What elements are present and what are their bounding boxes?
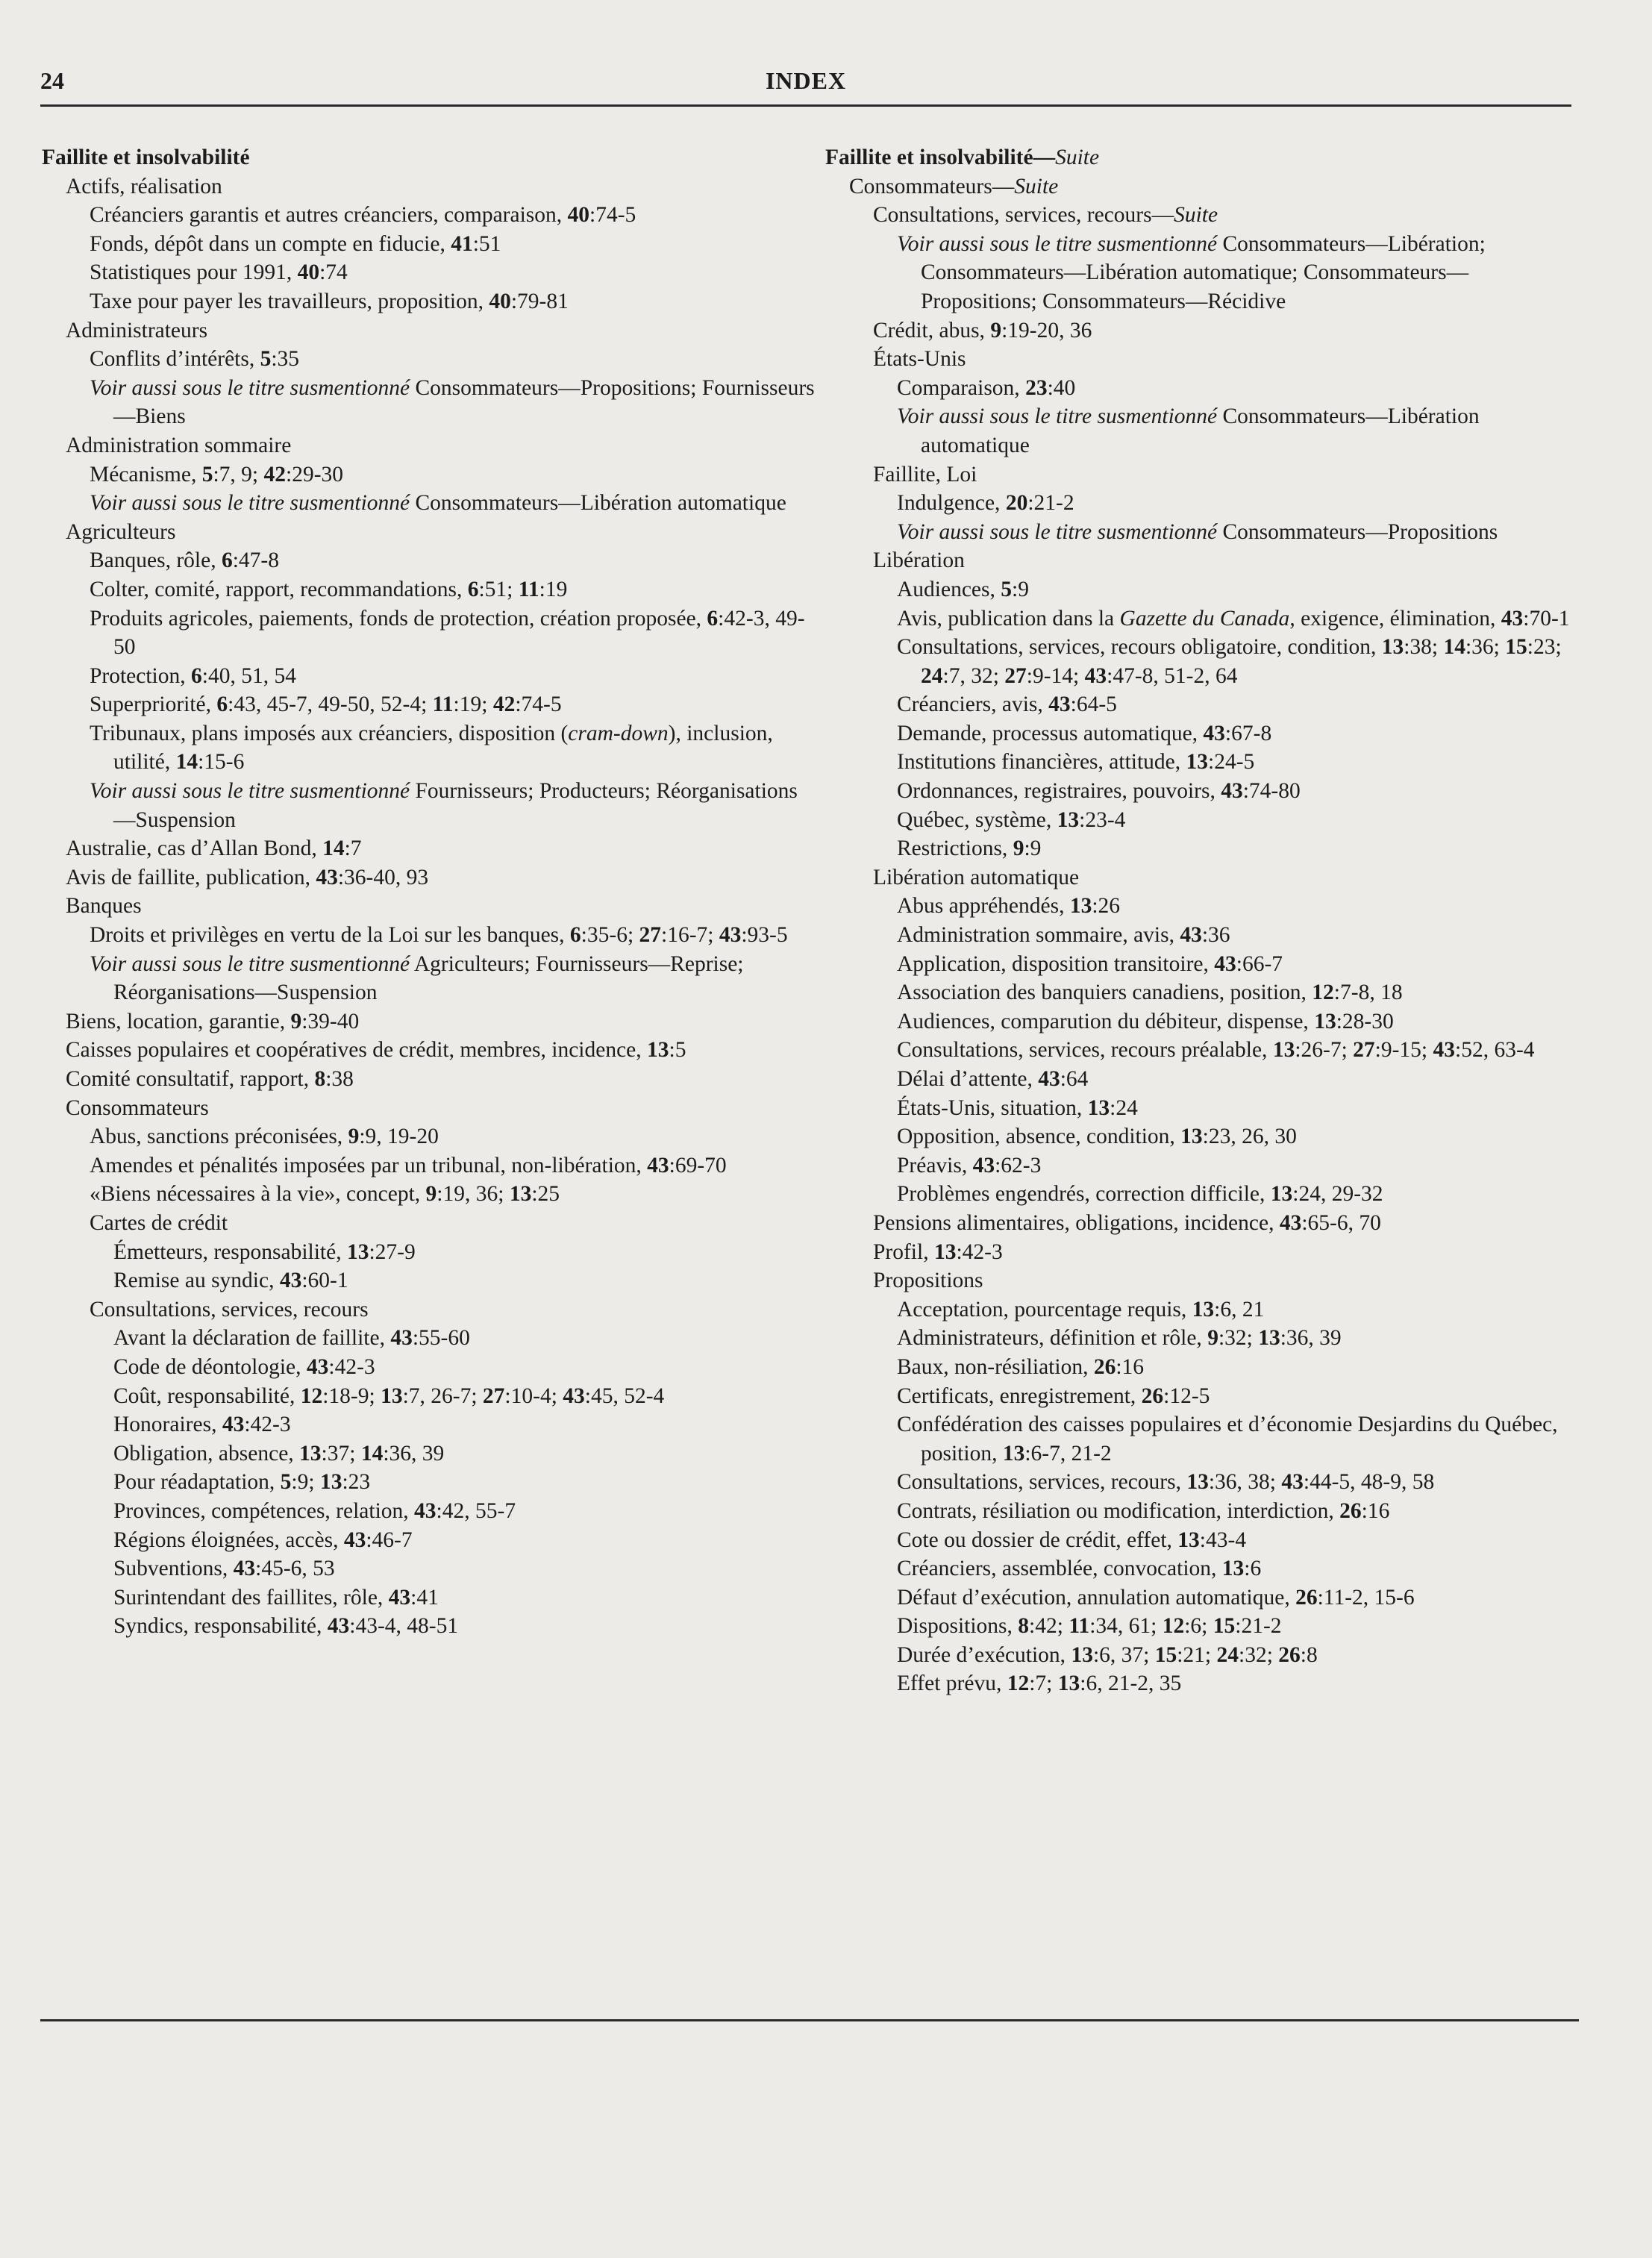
index-entry: Avis, publication dans la Gazette du Canada, exigence, élimination, 43:70-1 bbox=[897, 606, 1570, 631]
index-entry: Audiences, comparution du débiteur, dispense, 13:28-30 bbox=[897, 1009, 1394, 1033]
index-entry: Banques bbox=[66, 894, 142, 919]
index-entry: Mécanisme, 5:7, 9; 42:29-30 bbox=[90, 462, 344, 487]
index-entry: Ordonnances, registraires, pouvoirs, 43:74-80 bbox=[897, 779, 1301, 804]
index-entry: Durée d’exécution, 13:6, 37; 15:21; 24:32; 26:8 bbox=[897, 1642, 1318, 1667]
index-entry: Émetteurs, responsabilité, 13:27-9 bbox=[113, 1239, 416, 1264]
index-entry: Avant la déclaration de faillite, 43:55-60 bbox=[113, 1326, 470, 1351]
index-entry: Voir aussi sous le titre susmentionné Consommateurs—Libération automatique bbox=[897, 404, 1480, 457]
index-column-right bbox=[825, 143, 1579, 1698]
index-entry: Administrateurs, définition et rôle, 9:32; 13:36, 39 bbox=[897, 1326, 1342, 1351]
index-entry: Consommateurs bbox=[66, 1095, 209, 1120]
index-entry: Consommateurs—Suite bbox=[849, 174, 1059, 198]
index-entry: Taxe pour payer les travailleurs, proposition, 40:79-81 bbox=[90, 289, 569, 313]
running-head-title: INDEX bbox=[765, 67, 847, 94]
index-entry: Droits et privilèges en vertu de la Loi sur les banques, 6:35-6; 27:16-7; 43:93-5 bbox=[90, 923, 788, 948]
index-entry: Voir aussi sous le titre susmentionné Agriculteurs; Fournisseurs—Reprise; Réorganisations—Suspension bbox=[90, 951, 744, 1005]
index-entry: Banques, rôle, 6:47-8 bbox=[90, 548, 279, 573]
index-entry: Statistiques pour 1991, 40:74 bbox=[90, 260, 348, 285]
page-number: 24 bbox=[40, 67, 64, 94]
index-entry: Honoraires, 43:42-3 bbox=[113, 1413, 291, 1437]
index-entry: Consultations, services, recours—Suite bbox=[873, 203, 1218, 228]
index-entry: Tribunaux, plans imposés aux créanciers, disposition (cram-down), inclusion, utilité, 14:15-6 bbox=[90, 721, 773, 775]
index-entry: Biens, location, garantie, 9:39-40 bbox=[66, 1009, 360, 1033]
index-entry: Colter, comité, rapport, recommandations, 6:51; 11:19 bbox=[90, 577, 568, 601]
index-entry: Cartes de crédit bbox=[90, 1210, 228, 1235]
index-entry: Pour réadaptation, 5:9; 13:23 bbox=[113, 1470, 371, 1495]
index-entry: Effet prévu, 12:7; 13:6, 21-2, 35 bbox=[897, 1671, 1182, 1696]
index-entry: Avis de faillite, publication, 43:36-40, 93 bbox=[66, 865, 429, 889]
index-entry: Administrateurs bbox=[66, 318, 208, 343]
index-entry: Contrats, résiliation ou modification, interdiction, 26:16 bbox=[897, 1498, 1390, 1523]
index-entry: Application, disposition transitoire, 43:66-7 bbox=[897, 951, 1283, 976]
index-entry: Actifs, réalisation bbox=[66, 174, 222, 198]
index-entry: Association des banquiers canadiens, position, 12:7-8, 18 bbox=[897, 981, 1403, 1005]
index-entry: Voir aussi sous le titre susmentionné Fournisseurs; Producteurs; Réorganisations—Suspension bbox=[90, 779, 798, 832]
footer-rule bbox=[40, 2019, 1579, 2021]
index-entry: Voir aussi sous le titre susmentionné Consommateurs—Libération; Consommateurs—Libération automatique; Consommateurs—Propositions; Consommateurs—Récidive bbox=[897, 231, 1486, 313]
index-heading: Faillite et insolvabilité bbox=[42, 146, 250, 169]
index-entry: Consultations, services, recours obligatoire, condition, 13:38; 14:36; 15:23; 24:7, 32; 27:9-14; 43:47-8, 51-2, 64 bbox=[897, 635, 1562, 688]
index-entry: Défaut d’exécution, annulation automatique, 26:11-2, 15-6 bbox=[897, 1585, 1415, 1610]
index-entry: Obligation, absence, 13:37; 14:36, 39 bbox=[113, 1441, 445, 1466]
index-entry: Administration sommaire bbox=[66, 433, 292, 457]
index-entry: Conflits d’intérêts, 5:35 bbox=[90, 347, 300, 372]
header-rule bbox=[40, 104, 1571, 107]
index-entry: Profil, 13:42-3 bbox=[873, 1239, 1003, 1264]
index-entry: Abus, sanctions préconisées, 9:9, 19-20 bbox=[90, 1125, 439, 1149]
index-entry: Dispositions, 8:42; 11:34, 61; 12:6; 15:21-2 bbox=[897, 1614, 1282, 1639]
index-entry: Australie, cas d’Allan Bond, 14:7 bbox=[66, 836, 362, 861]
index-entry: Comparaison, 23:40 bbox=[897, 375, 1076, 400]
index-entry: Restrictions, 9:9 bbox=[897, 836, 1042, 861]
index-entry: Superpriorité, 6:43, 45-7, 49-50, 52-4; 11:19; 42:74-5 bbox=[90, 692, 562, 717]
index-entry: Comité consultatif, rapport, 8:38 bbox=[66, 1067, 354, 1091]
index-entry: Coût, responsabilité, 12:18-9; 13:7, 26-7; 27:10-4; 43:45, 52-4 bbox=[113, 1383, 665, 1408]
index-entry: Régions éloignées, accès, 43:46-7 bbox=[113, 1527, 413, 1552]
index-entry: Crédit, abus, 9:19-20, 36 bbox=[873, 318, 1092, 343]
index-entry: Voir aussi sous le titre susmentionné Consommateurs—Propositions; Fournisseurs—Biens bbox=[90, 375, 815, 429]
index-entry: Surintendant des faillites, rôle, 43:41 bbox=[113, 1585, 439, 1610]
index-entry: Code de déontologie, 43:42-3 bbox=[113, 1354, 375, 1379]
index-entry: Agriculteurs bbox=[66, 519, 176, 544]
index-heading: Faillite et insolvabilité—Suite bbox=[825, 146, 1100, 169]
index-entry: Créanciers, assemblée, convocation, 13:6 bbox=[897, 1557, 1262, 1581]
index-entry: Confédération des caisses populaires et d’économie Desjardins du Québec, position, 13:6-7, 21-2 bbox=[897, 1413, 1558, 1466]
page-header bbox=[40, 64, 1571, 101]
index-entry: Acceptation, pourcentage requis, 13:6, 21 bbox=[897, 1297, 1265, 1322]
index-entry: Libération bbox=[873, 548, 965, 573]
index-entry: Problèmes engendrés, correction difficile, 13:24, 29-32 bbox=[897, 1182, 1383, 1207]
index-entry: Provinces, compétences, relation, 43:42, 55-7 bbox=[113, 1498, 516, 1523]
index-entry: Préavis, 43:62-3 bbox=[897, 1153, 1042, 1178]
index-entry: Administration sommaire, avis, 43:36 bbox=[897, 923, 1230, 948]
index-entry: Consultations, services, recours bbox=[90, 1297, 369, 1322]
index-entry: Protection, 6:40, 51, 54 bbox=[90, 663, 296, 688]
index-entry: Produits agricoles, paiements, fonds de protection, création proposée, 6:42-3, 49-50 bbox=[90, 606, 805, 660]
index-entry: Cote ou dossier de crédit, effet, 13:43-4 bbox=[897, 1527, 1247, 1552]
index-entry: Certificats, enregistrement, 26:12-5 bbox=[897, 1383, 1210, 1408]
index-entry: Québec, système, 13:23-4 bbox=[897, 807, 1126, 832]
index-entry: Faillite, Loi bbox=[873, 462, 977, 487]
index-entry: Créanciers garantis et autres créanciers, comparaison, 40:74-5 bbox=[90, 203, 636, 228]
index-entry: Voir aussi sous le titre susmentionné Consommateurs—Libération automatique bbox=[90, 491, 786, 516]
index-entry: Demande, processus automatique, 43:67-8 bbox=[897, 721, 1272, 745]
index-entry: Libération automatique bbox=[873, 865, 1080, 889]
index-entry: Opposition, absence, condition, 13:23, 26, 30 bbox=[897, 1125, 1297, 1149]
index-entry: Créanciers, avis, 43:64-5 bbox=[897, 692, 1117, 717]
index-entry: Consultations, services, recours préalable, 13:26-7; 27:9-15; 43:52, 63-4 bbox=[897, 1038, 1535, 1063]
index-entry: Propositions bbox=[873, 1269, 983, 1293]
index-entry: Pensions alimentaires, obligations, incidence, 43:65-6, 70 bbox=[873, 1210, 1381, 1235]
index-entry: États-Unis bbox=[873, 347, 966, 372]
index-entry: Amendes et pénalités imposées par un tribunal, non-libération, 43:69-70 bbox=[90, 1153, 727, 1178]
index-entry: Baux, non-résiliation, 26:16 bbox=[897, 1354, 1145, 1379]
index-entry: Subventions, 43:45-6, 53 bbox=[113, 1557, 335, 1581]
index-entry: Syndics, responsabilité, 43:43-4, 48-51 bbox=[113, 1614, 459, 1639]
index-entry: Abus appréhendés, 13:26 bbox=[897, 894, 1121, 919]
index-entry: Consultations, services, recours, 13:36, 38; 43:44-5, 48-9, 58 bbox=[897, 1470, 1435, 1495]
index-entry: Remise au syndic, 43:60-1 bbox=[113, 1269, 348, 1293]
index-entry: Délai d’attente, 43:64 bbox=[897, 1067, 1089, 1091]
index-entry: Audiences, 5:9 bbox=[897, 577, 1029, 601]
index-entry: Institutions financières, attitude, 13:24-5 bbox=[897, 750, 1255, 775]
index-entry: Indulgence, 20:21-2 bbox=[897, 491, 1074, 516]
index-entry: «Biens nécessaires à la vie», concept, 9:19, 36; 13:25 bbox=[90, 1182, 560, 1207]
index-column-left bbox=[42, 143, 818, 1641]
index-entry: Caisses populaires et coopératives de crédit, membres, incidence, 13:5 bbox=[66, 1038, 686, 1063]
index-entry: États-Unis, situation, 13:24 bbox=[897, 1095, 1138, 1120]
index-entry: Voir aussi sous le titre susmentionné Consommateurs—Propositions bbox=[897, 519, 1498, 544]
index-entry: Fonds, dépôt dans un compte en fiducie, 41:51 bbox=[90, 231, 501, 256]
